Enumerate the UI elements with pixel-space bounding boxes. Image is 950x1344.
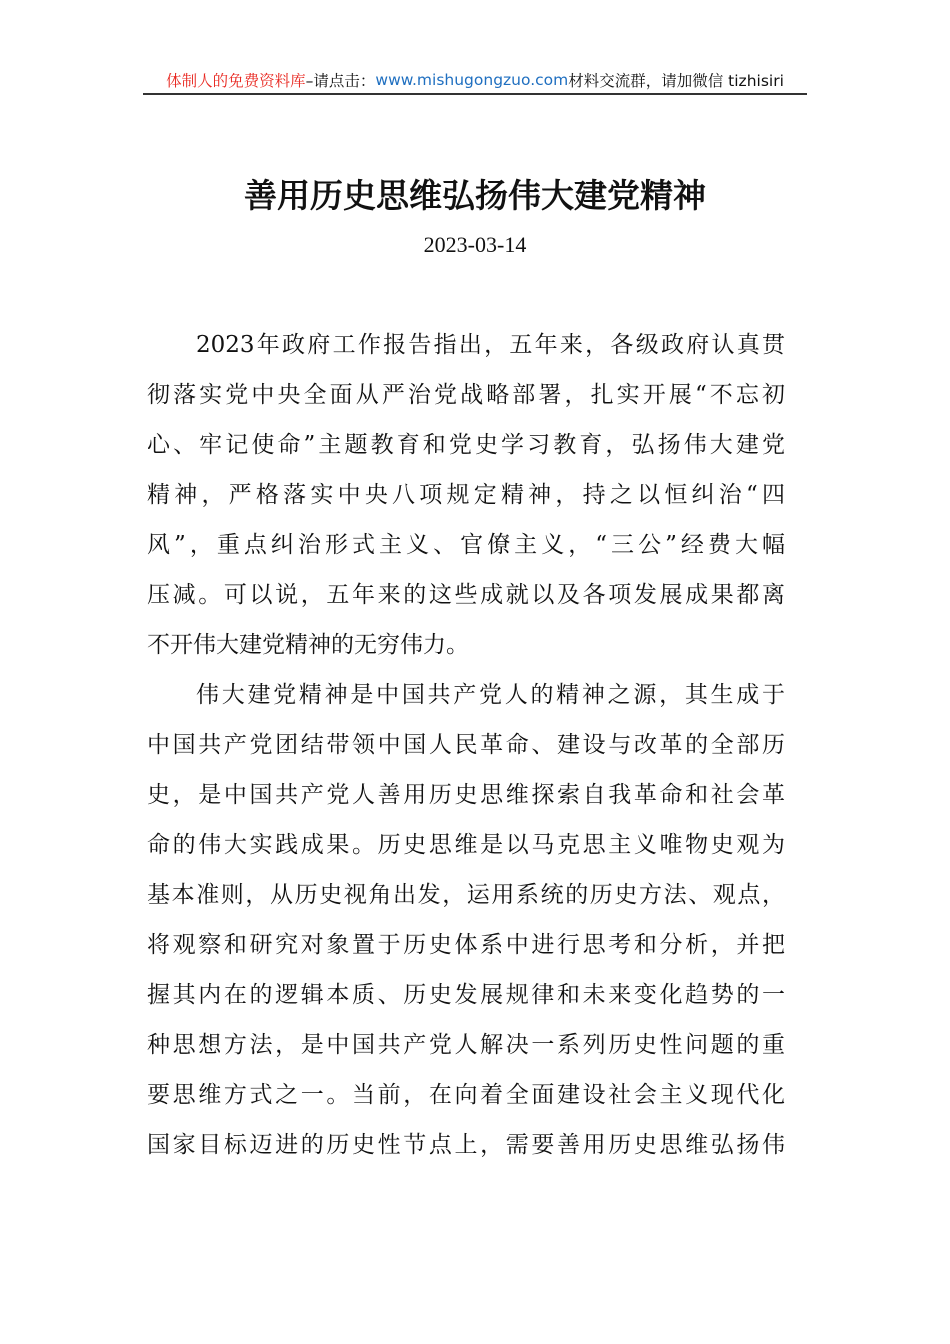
paragraph-line: 基本准则，从历史视角出发，运用系统的历史方法、观点， bbox=[147, 882, 785, 908]
header-prompt: –请点击： bbox=[305, 72, 376, 90]
paragraph-line: 精神，严格落实中央八项规定精神，持之以恒纠治“四 bbox=[147, 482, 785, 508]
paragraph-line: 彻落实党中央全面从严治党战略部署，扎实开展“不忘初 bbox=[147, 382, 785, 408]
paragraph-line: 种思想方法，是中国共产党人解决一系列历史性问题的重 bbox=[147, 1032, 785, 1058]
document-date: 2023-03-14 bbox=[423, 232, 527, 257]
paragraph-line: 风”，重点纠治形式主义、官僚主义，“三公”经费大幅 bbox=[147, 532, 785, 558]
paragraph-line: 握其内在的逻辑本质、历史发展规律和未来变化趋势的一 bbox=[147, 982, 785, 1008]
paragraph-line: 国家目标迈进的历史性节点上，需要善用历史思维弘扬伟 bbox=[147, 1132, 785, 1158]
paragraph-line: 将观察和研究对象置于历史体系中进行思考和分析，并把 bbox=[147, 932, 785, 958]
paragraph-line: 伟大建党精神是中国共产党人的精神之源，其生成于 bbox=[196, 682, 785, 708]
header-note: 材料交流群，请加微信 tizhisiri bbox=[568, 72, 784, 90]
header-divider bbox=[143, 93, 807, 95]
paragraph-line: 2023年政府工作报告指出，五年来，各级政府认真贯 bbox=[196, 332, 785, 358]
paragraph-line: 中国共产党团结带领中国人民革命、建设与改革的全部历 bbox=[147, 732, 785, 758]
paragraph-line: 压减。可以说，五年来的这些成就以及各项发展成果都离 bbox=[147, 582, 785, 608]
site-name: 体制人的免费资料库 bbox=[166, 72, 306, 90]
site-link[interactable]: www.mishugongzuo.com bbox=[375, 71, 569, 89]
paragraph-line: 史，是中国共产党人善用历史思维探索自我革命和社会革 bbox=[147, 782, 785, 808]
paragraph-line: 命的伟大实践成果。历史思维是以马克思主义唯物史观为 bbox=[147, 832, 785, 858]
paragraph-line: 心、牢记使命”主题教育和党史学习教育，弘扬伟大建党 bbox=[147, 432, 785, 458]
document-title: 善用历史思维弘扬伟大建党精神 bbox=[244, 179, 706, 215]
paragraph-line: 要思维方式之一。当前，在向着全面建设社会主义现代化 bbox=[147, 1082, 785, 1108]
header-banner bbox=[145, 68, 805, 92]
paragraph-line: 不开伟大建党精神的无穷伟力。 bbox=[147, 632, 469, 658]
document-body bbox=[147, 326, 785, 1176]
